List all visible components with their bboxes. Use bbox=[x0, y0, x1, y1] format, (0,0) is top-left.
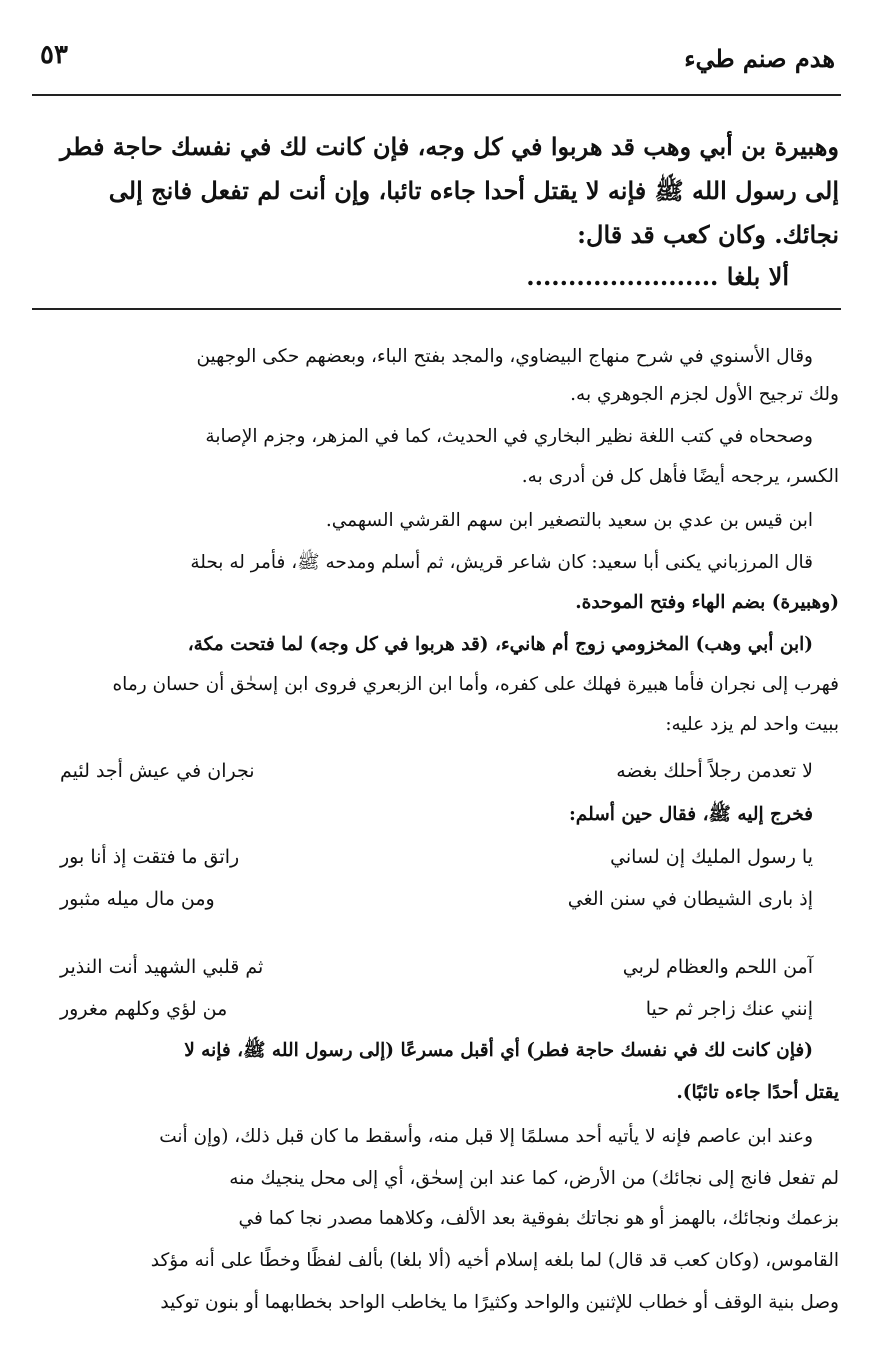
commentary-line: (فإن كانت لك في نفسك حاجة فطر) أي أقبل مسرعًا (إلى رسول الله ﷺ، فإنه لا bbox=[184, 1040, 813, 1061]
commentary-line: (ابن أبي وهب) المخزومي زوج أم هانيء، (قد هربوا في كل وجه) لما فتحت مكة، bbox=[187, 634, 813, 655]
commentary-line: قال المرزباني يكنى أبا سعيد: كان شاعر قريش، ثم أسلم ومدحه ﷺ، فأمر له بحلة bbox=[190, 552, 813, 573]
main-text-line: وهبيرة بن أبي وهب قد هربوا في كل وجه، فإن كانت لك في نفسك حاجة فطر bbox=[60, 132, 839, 161]
verse-first-hemistich: لا تعدمن رجلاً أحلك بغضه bbox=[616, 760, 813, 782]
verse-line bbox=[60, 948, 813, 986]
commentary-separator bbox=[32, 308, 841, 310]
verse-first-hemistich: يا رسول المليك إن لساني bbox=[610, 846, 813, 868]
main-text-line: ألا بلغا ....................... bbox=[526, 262, 789, 291]
commentary-line: ببيت واحد لم يزد عليه: bbox=[665, 714, 839, 735]
verse-line bbox=[60, 838, 813, 876]
page-number: ٥٣ bbox=[40, 40, 68, 70]
commentary-line: وعند ابن عاصم فإنه لا يأتيه أحد مسلمًا إلا قبل منه، وأسقط ما كان قبل ذلك، (وإن أنت bbox=[159, 1126, 813, 1147]
main-text-line: نجائك. وكان كعب قد قال: bbox=[577, 220, 839, 249]
commentary-line: لم تفعل فانج إلى نجائك) من الأرض، كما عند ابن إسحٰق، أي إلى محل ينجيك منه bbox=[229, 1168, 839, 1189]
verse-second-hemistich: راتق ما فتقت إذ أنا بور bbox=[60, 846, 240, 868]
commentary-line: وقال الأسنوي في شرح منهاج البيضاوي، والمجد بفتح الباء، وبعضهم حكى الوجهين bbox=[196, 346, 813, 367]
verse-line bbox=[60, 880, 813, 918]
commentary-line: الكسر، يرجحه أيضًا فأهل كل فن أدرى به. bbox=[521, 466, 839, 487]
verse-second-hemistich: من لؤي وكلهم مغرور bbox=[60, 998, 228, 1020]
verse-first-hemistich: آمن اللحم والعظام لربي bbox=[622, 956, 813, 978]
verse-line bbox=[60, 752, 813, 790]
verse-first-hemistich: إذ بارى الشيطان في سنن الغي bbox=[567, 888, 813, 910]
verse-second-hemistich: نجران في عيش أجد لئيم bbox=[60, 760, 255, 782]
verse-second-hemistich: ثم قلبي الشهيد أنت النذير bbox=[60, 956, 264, 978]
commentary-line: (وهبيرة) بضم الهاء وفتح الموحدة. bbox=[575, 592, 839, 613]
commentary-line: ولك ترجيح الأول لجزم الجوهري به. bbox=[570, 384, 839, 405]
commentary-line: بزعمك ونجائك، بالهمز أو هو نجاتك بفوقية بعد الألف، وكلاهما مصدر نجا كما في bbox=[238, 1208, 839, 1229]
verse-second-hemistich: ومن مال ميله مثبور bbox=[60, 888, 215, 910]
commentary-line: القاموس، (وكان كعب قد قال) لما بلغه إسلام أخيه (ألا بلغا) بألف لفظًا وخطًا على أنه مؤكد bbox=[150, 1250, 839, 1271]
commentary-line: وصححاه في كتب اللغة نظير البخاري في الحديث، كما في المزهر، وجزم الإصابة bbox=[205, 426, 813, 447]
commentary-line: وصل بنية الوقف أو خطاب للإثنين والواحد وكثيرًا ما يخاطب الواحد بخطابهما أو بنون توكيد bbox=[160, 1292, 839, 1313]
commentary-line: فخرج إليه ﷺ، فقال حين أسلم: bbox=[568, 804, 813, 825]
verse-line bbox=[60, 990, 813, 1028]
verse-first-hemistich: إنني عنك زاجر ثم حيا bbox=[645, 998, 813, 1020]
page-header bbox=[32, 40, 841, 84]
commentary-line: فهرب إلى نجران فأما هبيرة فهلك على كفره، وأما ابن الزبعري فروى ابن إسحٰق أن حسان رماه bbox=[112, 674, 839, 695]
main-text-line: إلى رسول الله ﷺ فإنه لا يقتل أحدا جاءه تائبا، وإن أنت لم تفعل فانج إلى bbox=[108, 176, 839, 205]
commentary-line: ابن قيس بن عدي بن سعيد بالتصغير ابن سهم القرشي السهمي. bbox=[325, 510, 813, 531]
running-title: هدم صنم طيء bbox=[684, 44, 835, 73]
commentary-line: يقتل أحدًا جاءه تائبًا). bbox=[676, 1082, 839, 1103]
header-rule bbox=[32, 94, 841, 96]
